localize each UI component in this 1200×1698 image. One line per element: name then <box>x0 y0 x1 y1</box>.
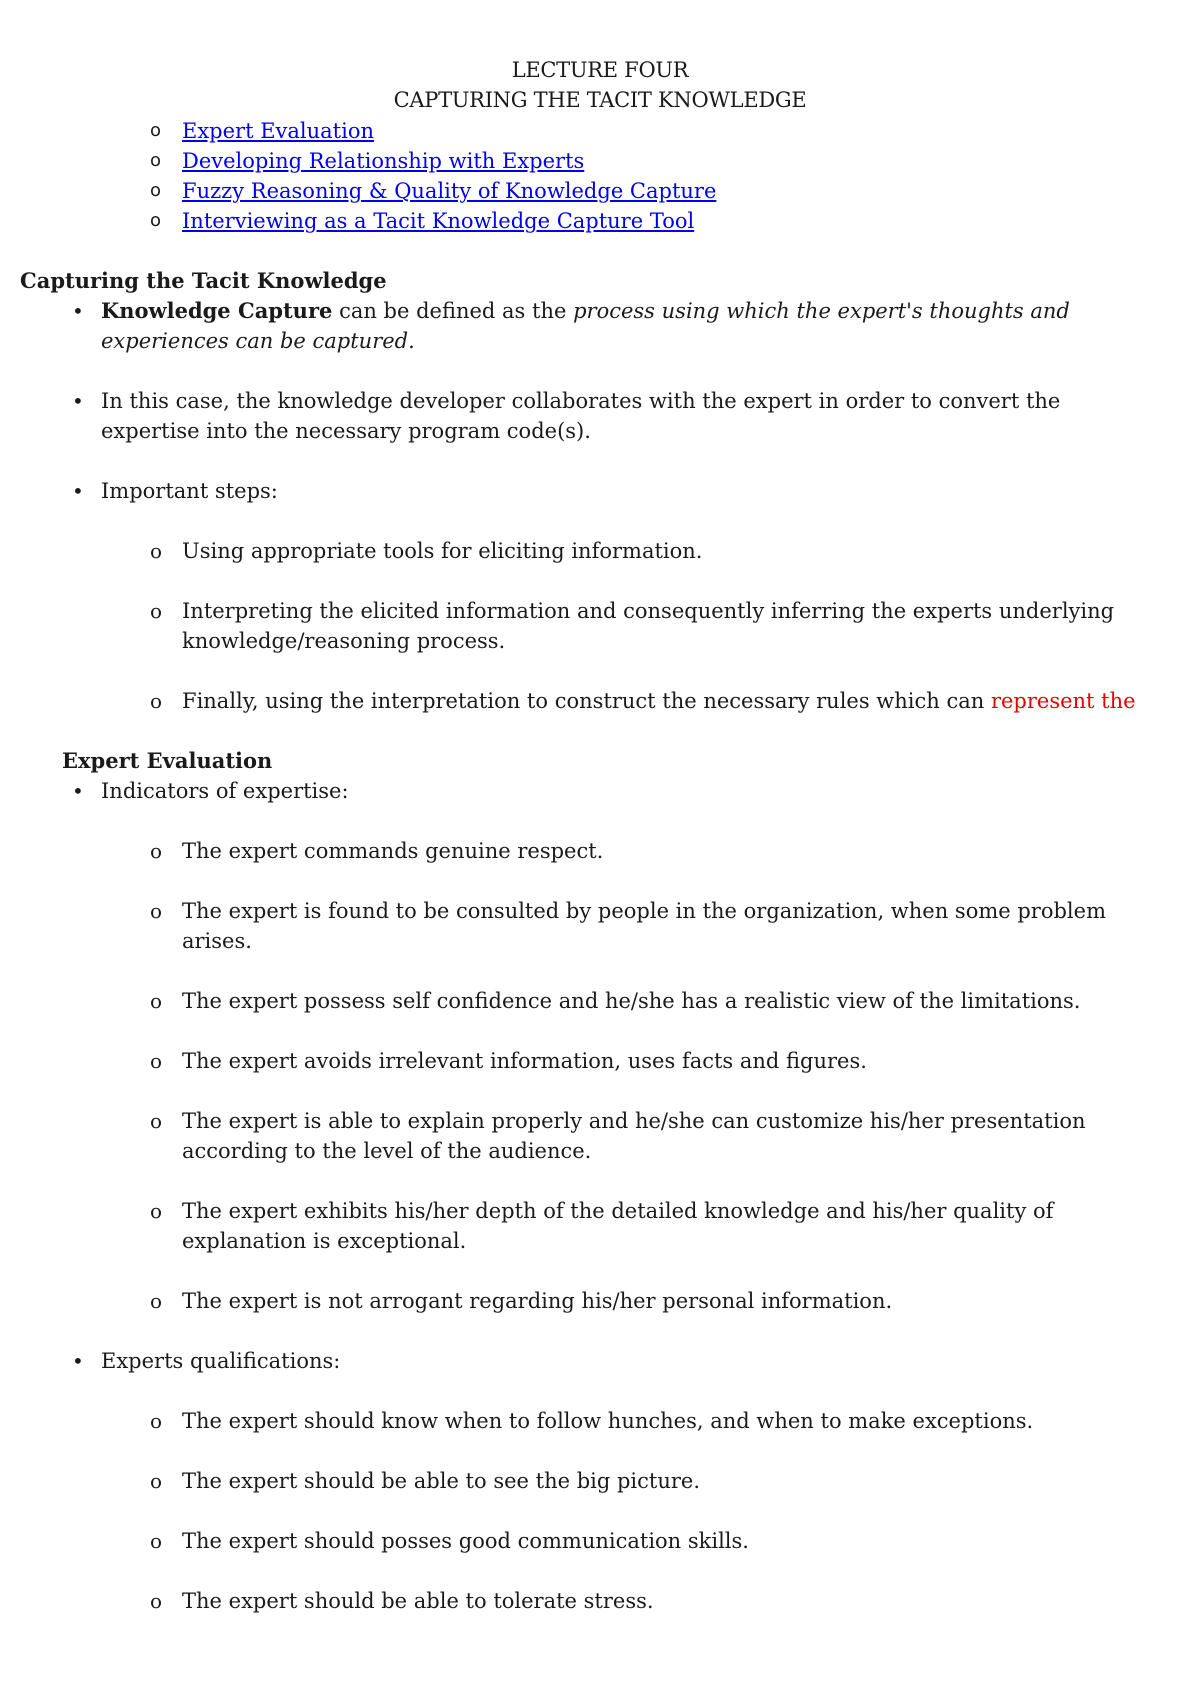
collaboration-line2: expertise into the necessary program code(s). <box>101 419 591 443</box>
indicator-2-line1: The expert is found to be consulted by people in the organization, when some problem <box>182 899 1106 923</box>
definition-text: can be defined as the <box>332 299 574 323</box>
toc-bullet: o <box>150 180 162 201</box>
page-title-line1: LECTURE FOUR <box>511 58 689 82</box>
indicator-7: The expert is not arrogant regarding his/her personal information. <box>182 1289 893 1313</box>
sub-bullet: o <box>150 1049 163 1073</box>
sub-bullet: o <box>150 539 163 563</box>
sub-bullet: o <box>150 689 163 713</box>
bullet-dot: • <box>72 779 84 803</box>
indicator-5-line1: The expert is able to explain properly and he/she can customize his/her presentation <box>182 1109 1086 1133</box>
indicator-3: The expert possess self confidence and he/she has a realistic view of the limitations. <box>182 989 1081 1013</box>
toc-bullet: o <box>150 120 162 141</box>
important-steps-label: Important steps: <box>101 479 278 503</box>
bullet-dot: • <box>72 1349 84 1373</box>
sub-bullet: o <box>150 1529 163 1553</box>
qualification-1: The expert should know when to follow hunches, and when to make exceptions. <box>182 1409 1034 1433</box>
definition-line1 <box>101 296 1070 326</box>
bullet-dot: • <box>72 299 84 323</box>
collaboration-line1: In this case, the knowledge developer collaborates with the expert in order to convert the <box>101 389 1061 413</box>
toc-link-interviewing[interactable]: Interviewing as a Tacit Knowledge Capture Tool <box>182 209 695 233</box>
indicator-2-line2: arises. <box>182 929 252 953</box>
sub-bullet: o <box>150 1199 163 1223</box>
step-2-line2: knowledge/reasoning process. <box>182 629 506 653</box>
sub-bullet: o <box>150 1589 163 1613</box>
bullet-dot: • <box>72 389 84 413</box>
indicator-5-line2: according to the level of the audience. <box>182 1139 592 1163</box>
section-heading-capturing: Capturing the Tacit Knowledge <box>20 268 387 293</box>
toc-bullet: o <box>150 150 162 171</box>
qualifications-label: Experts qualifications: <box>101 1349 341 1373</box>
sub-bullet: o <box>150 599 163 623</box>
sub-bullet: o <box>150 899 163 923</box>
sub-bullet: o <box>150 1409 163 1433</box>
qualification-4: The expert should be able to tolerate stress. <box>182 1589 654 1613</box>
indicators-label: Indicators of expertise: <box>101 779 349 803</box>
sub-bullet: o <box>150 1469 163 1493</box>
section-heading-expert-evaluation: Expert Evaluation <box>62 748 273 773</box>
toc-link-expert-evaluation[interactable]: Expert Evaluation <box>182 119 374 143</box>
step-3 <box>182 686 1136 716</box>
definition-italic: process using which the expert's thoughts and <box>573 299 1070 323</box>
page-title-line2: CAPTURING THE TACIT KNOWLEDGE <box>393 88 807 112</box>
indicator-6-line2: explanation is exceptional. <box>182 1229 467 1253</box>
step-3-highlight: represent the <box>990 689 1136 713</box>
definition-line2: experiences can be captured. <box>101 329 415 353</box>
step-1: Using appropriate tools for eliciting information. <box>182 539 703 563</box>
toc-link-fuzzy-reasoning[interactable]: Fuzzy Reasoning & Quality of Knowledge Capture <box>182 179 717 203</box>
toc-bullet: o <box>150 210 162 231</box>
qualification-3: The expert should posses good communication skills. <box>182 1529 749 1553</box>
bullet-dot: • <box>72 479 84 503</box>
sub-bullet: o <box>150 1289 163 1313</box>
toc-link-developing-relationship[interactable]: Developing Relationship with Experts <box>182 149 585 173</box>
indicator-4: The expert avoids irrelevant information, uses facts and figures. <box>182 1049 867 1073</box>
sub-bullet: o <box>150 989 163 1013</box>
qualification-2: The expert should be able to see the big picture. <box>182 1469 700 1493</box>
indicator-1: The expert commands genuine respect. <box>182 839 604 863</box>
knowledge-capture-term: Knowledge Capture <box>101 298 333 323</box>
indicator-6-line1: The expert exhibits his/her depth of the detailed knowledge and his/her quality of <box>182 1199 1054 1223</box>
step-2-line1: Interpreting the elicited information and consequently inferring the experts underlying <box>182 599 1115 623</box>
sub-bullet: o <box>150 1109 163 1133</box>
sub-bullet: o <box>150 839 163 863</box>
step-3-text: Finally, using the interpretation to construct the necessary rules which can <box>182 689 991 713</box>
